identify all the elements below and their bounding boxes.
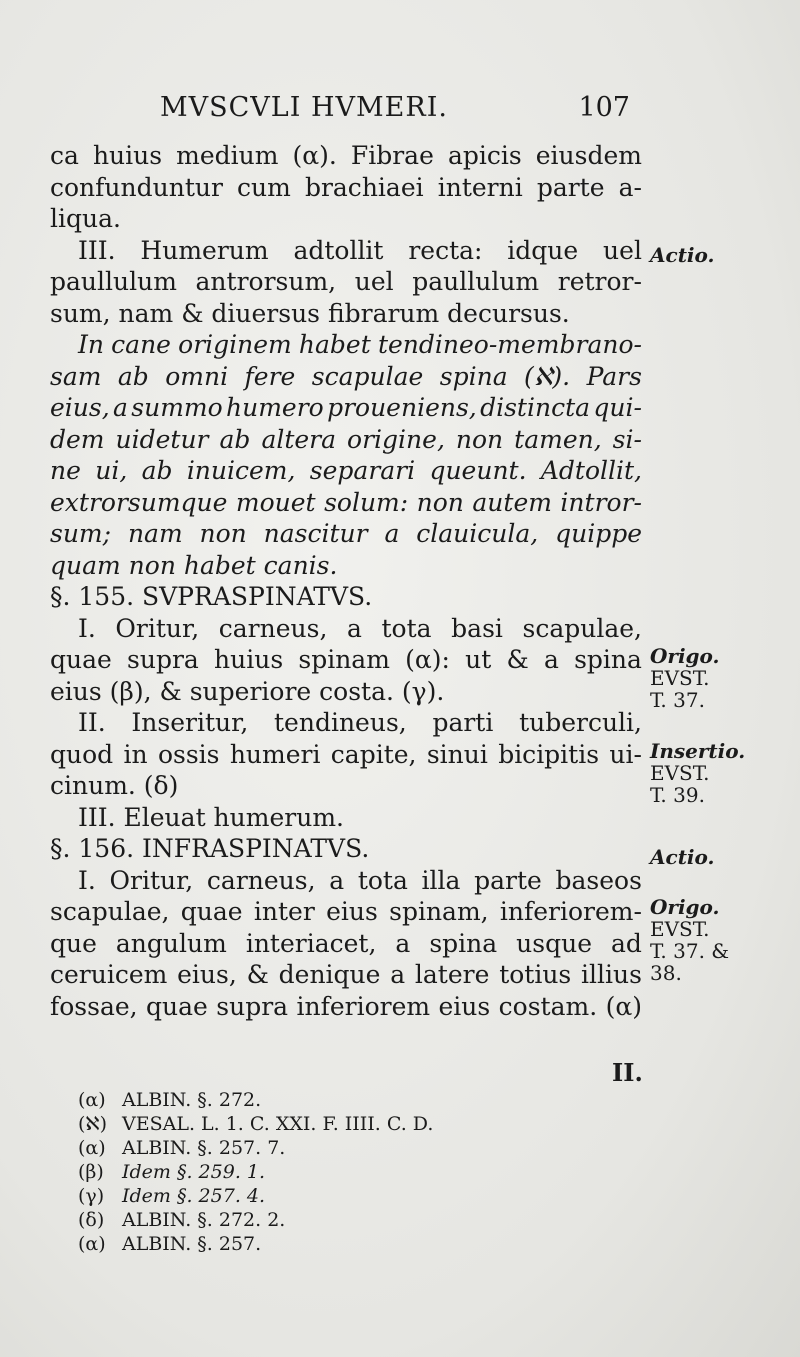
text-line: extrorsumque mouet solum: non autem intror- <box>50 487 642 517</box>
footnote <box>78 1112 433 1136</box>
running-head: MVSCVLI HVMERI. <box>160 92 448 123</box>
text-line: §. 156. INFRASPINATVS. <box>50 834 370 863</box>
margin-note-origo: Origo. EVST. T. 37. <box>650 644 720 712</box>
text-line: II. Inseritur, tendineus, parti tuberculi, <box>78 708 642 737</box>
footnote-mark: (α) <box>78 1089 106 1111</box>
text-line: cinum. (δ) <box>50 771 179 800</box>
footnote-text: VESAL. L. 1. C. XXI. F. IIII. C. D. <box>122 1113 434 1135</box>
text-line: scapulae, quae inter eius spinam, inferiorem- <box>50 897 642 926</box>
margin-note-actio: Actio. <box>650 243 715 267</box>
page-header <box>160 92 630 132</box>
footnote <box>78 1088 433 1112</box>
text-line: que angulum interiacet, a spina usque ad <box>50 928 642 958</box>
footnotes <box>78 1088 433 1256</box>
text-line: sum; nam non nascitur a clauicula, quippe <box>50 519 642 548</box>
text-line: III. Humerum adtollit recta: idque uel <box>78 235 642 265</box>
text-line: eius (β), & superiore costa. (γ). <box>50 676 445 706</box>
footnote-text: ALBIN. §. 272. 2. <box>122 1209 286 1231</box>
footnote-text: Idem §. 257. 4. <box>122 1185 266 1207</box>
text-line: I. Oritur, carneus, a tota basi scapulae, <box>78 613 642 643</box>
footnote-mark: (α) <box>78 1233 106 1255</box>
footnote <box>78 1232 433 1256</box>
text-line: §. 155. SVPRASPINATVS. <box>50 582 373 611</box>
text-line: confunduntur cum brachiaei interni parte a- <box>50 172 642 202</box>
footnote <box>78 1136 433 1160</box>
body-text <box>50 140 642 1022</box>
text-line: quod in ossis humeri capite, sinui bicipitis ui- <box>50 739 642 769</box>
text-line: ceruicem eius, & denique a latere totius illius <box>50 960 642 989</box>
catchword: II. <box>612 1058 643 1087</box>
text-line: In cane originem habet tendineo-membrano- <box>78 330 642 359</box>
text-line: sum, nam & diuersus fibrarum decursus. <box>50 298 570 328</box>
footnote-mark: (α) <box>78 1137 106 1159</box>
page-number: 107 <box>578 92 630 123</box>
footnote <box>78 1160 433 1184</box>
text-line: fossae, quae supra inferiorem eius costam. (α) <box>50 991 642 1021</box>
text-line: III. Eleuat humerum. <box>78 802 344 832</box>
text-line: liqua. <box>50 204 121 233</box>
text-line: dem uidetur ab altera origine, non tamen, si- <box>50 424 642 454</box>
text-line: I. Oritur, carneus, a tota illa parte baseos <box>78 865 642 895</box>
text-line: quam non habet canis. <box>50 550 338 580</box>
footnote-text: Idem §. 259. 1. <box>122 1161 266 1183</box>
text-line: paullulum antrorsum, uel paullulum retror- <box>50 267 642 296</box>
footnote-mark: (δ) <box>78 1209 105 1231</box>
footnote <box>78 1208 433 1232</box>
text-line: ca huius medium (α). Fibrae apicis eiusdem <box>50 141 642 170</box>
footnote <box>78 1184 433 1208</box>
footnote-mark: (β) <box>78 1161 104 1183</box>
margin-note-actio-2: Actio. <box>650 845 715 869</box>
margin-note-insertio: Insertio. EVST. T. 39. <box>650 739 746 807</box>
text-line: quae supra huius spinam (α): ut & a spina <box>50 645 642 674</box>
footnote-text: ALBIN. §. 257. 7. <box>122 1137 286 1159</box>
footnote-text: ALBIN. §. 257. <box>122 1233 262 1255</box>
footnote-mark: (γ) <box>78 1185 105 1207</box>
text-line: eius, a summo humero proueniens, distincta qui- <box>50 393 642 422</box>
footnote-text: ALBIN. §. 272. <box>122 1089 262 1111</box>
margin-note-origo-2: Origo. EVST. T. 37. & 38. <box>650 895 730 985</box>
text-line: sam ab omni fere scapulae spina (ℵ). Pars <box>50 361 642 391</box>
text-line: ne ui, ab inuicem, separari queunt. Adtollit, <box>50 456 642 485</box>
footnote-mark: (ℵ) <box>78 1113 107 1135</box>
